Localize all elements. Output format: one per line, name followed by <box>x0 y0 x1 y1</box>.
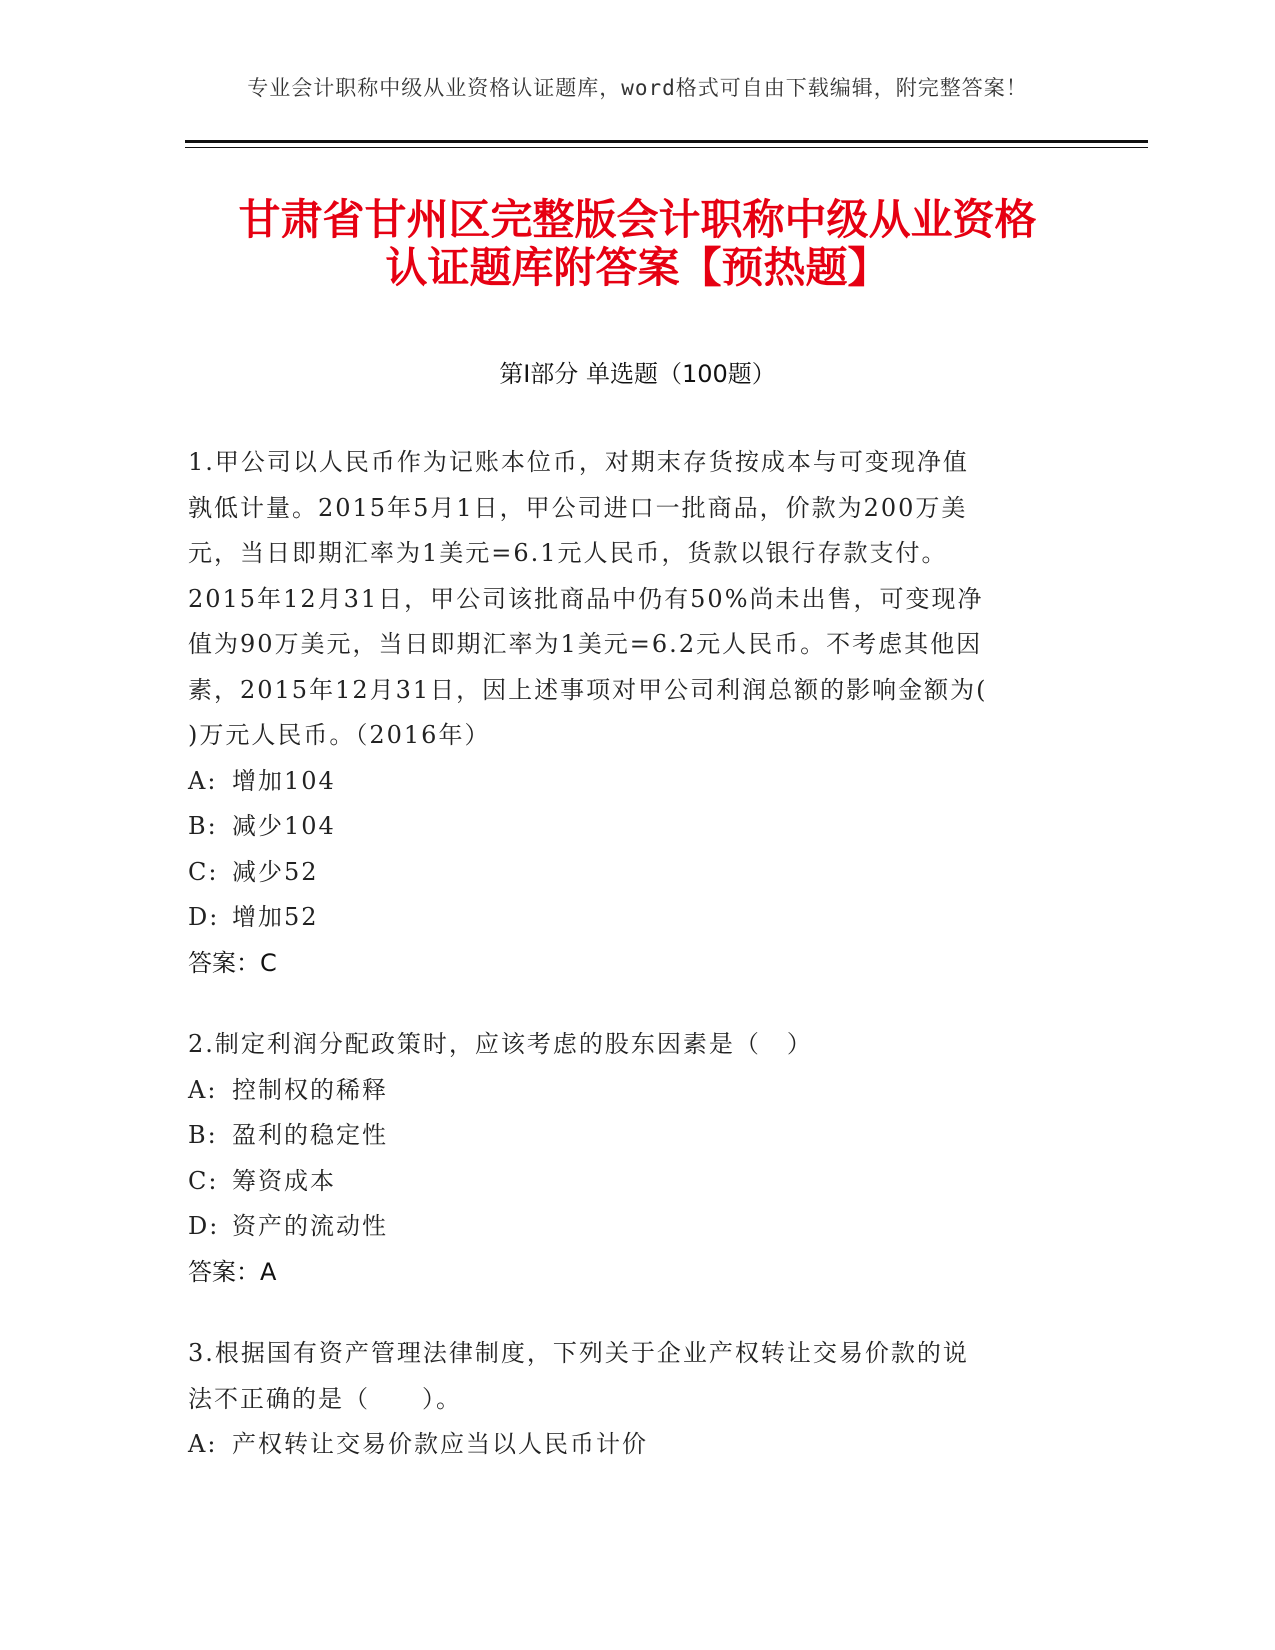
question-text-line: 孰低计量。2015年5月1日，甲公司进口一批商品，价款为200万美 <box>188 493 968 522</box>
option-text: 资产的流动性 <box>232 1212 388 1240</box>
option-text: 增加52 <box>232 903 319 931</box>
question-text-line: 2015年12月31日，甲公司该批商品中仍有50%尚未出售，可变现净 <box>188 584 984 613</box>
section-heading: 第Ⅰ部分 单选题（100题） <box>499 360 776 388</box>
page-header: 专业会计职称中级从业资格认证题库，word格式可自由下载编辑，附完整答案！ <box>247 76 1028 100</box>
answer-line: 答案：A <box>188 1257 277 1286</box>
option-a <box>188 759 1088 805</box>
header-rule-thick <box>185 140 1148 143</box>
question-3 <box>188 1331 1088 1468</box>
header-rule-thin <box>185 147 1148 148</box>
option-c <box>188 1159 1088 1205</box>
option-text: 减少52 <box>232 857 319 886</box>
option-key: D: <box>188 903 220 931</box>
question-text-line: 值为90万美元，当日即期汇率为1美元=6.2元人民币。不考虑其他因 <box>188 630 983 658</box>
option-b <box>188 1113 1088 1159</box>
option-key: B: <box>188 812 218 840</box>
option-a <box>188 1422 1088 1468</box>
option-b <box>188 804 1088 850</box>
option-key: B: <box>188 1121 218 1149</box>
document-title <box>0 196 1275 292</box>
option-text: 盈利的稳定性 <box>232 1121 388 1149</box>
question-text-line: )万元人民币。（2016年） <box>188 721 491 749</box>
document-title-line-1: 甘肃省甘州区完整版会计职称中级从业资格 <box>238 195 1037 244</box>
question-text-line: 2.制定利润分配政策时，应该考虑的股东因素是（ ） <box>188 1030 813 1058</box>
option-text: 筹资成本 <box>232 1166 336 1195</box>
question-text-line: 法不正确的是（ ）。 <box>188 1384 462 1413</box>
option-key: D: <box>188 1212 220 1240</box>
question-2 <box>188 1022 1088 1295</box>
question-text-line: 元，当日即期汇率为1美元=6.1元人民币，货款以银行存款支付。 <box>188 539 948 567</box>
option-c <box>188 850 1088 896</box>
question-text-line: 1.甲公司以人民币作为记账本位币，对期末存货按成本与可变现净值 <box>188 448 969 476</box>
question-text-line: 素，2015年12月31日，因上述事项对甲公司利润总额的影响金额为( <box>188 675 988 704</box>
option-key: A: <box>188 1430 218 1458</box>
answer-line: 答案：C <box>188 948 277 977</box>
option-text: 产权转让交易价款应当以人民币计价 <box>232 1430 648 1458</box>
option-text: 控制权的稀释 <box>232 1075 388 1104</box>
question-list <box>188 440 1088 1504</box>
option-d <box>188 895 1088 941</box>
option-text: 减少104 <box>232 812 336 840</box>
option-key: C: <box>188 857 219 886</box>
option-key: C: <box>188 1166 219 1195</box>
document-title-line-2: 认证题库附答案【预热题】 <box>385 243 890 292</box>
option-d <box>188 1204 1088 1250</box>
option-key: A: <box>188 766 218 795</box>
question-1 <box>188 440 1088 986</box>
question-text-line: 3.根据国有资产管理法律制度，下列关于企业产权转让交易价款的说 <box>188 1339 969 1367</box>
option-key: A: <box>188 1075 218 1104</box>
option-a <box>188 1068 1088 1114</box>
option-text: 增加104 <box>232 766 336 795</box>
